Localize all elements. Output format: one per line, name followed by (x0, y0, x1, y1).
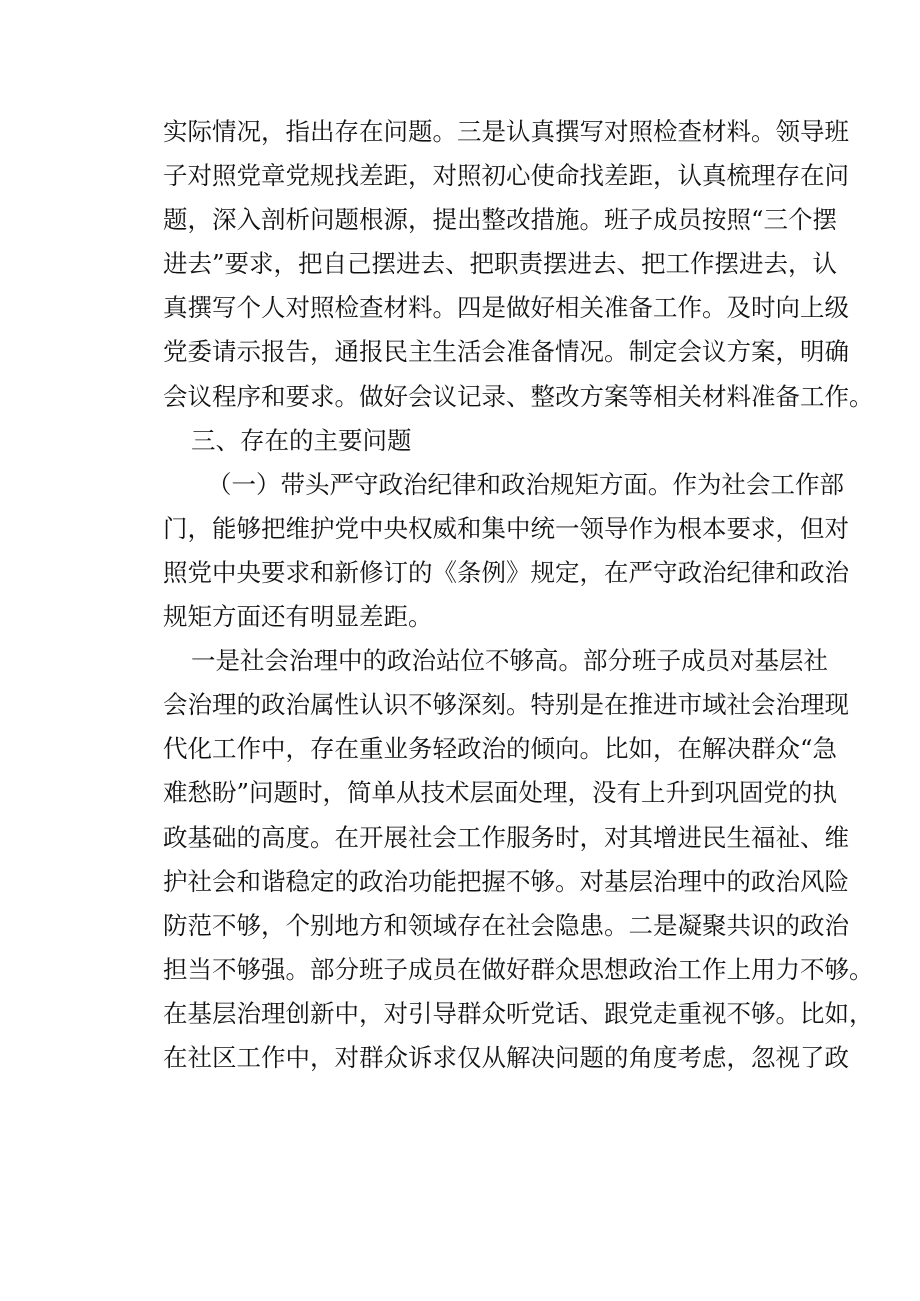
section-heading: 三、存在的主要问题 (191, 425, 412, 455)
text-line: 会议程序和要求。做好会议记录、整改方案等相关材料准备工作。 (163, 381, 874, 411)
text-line: 真撰写个人对照检查材料。四是做好相关准备工作。及时向上级 (163, 293, 849, 323)
text-line: 党委请示报告，通报民主生活会准备情况。制定会议方案，明确 (163, 337, 849, 367)
text-line: 照党中央要求和新修订的《条例》规定，在严守政治纪律和政治 (163, 557, 849, 587)
text-line: 难愁盼”问题时，简单从技术层面处理，没有上升到巩固党的执 (163, 778, 838, 808)
text-line: 实际情况，指出存在问题。三是认真撰写对照检查材料。领导班 (163, 117, 849, 146)
subsection-heading: （一）带头严守政治纪律和政治规矩方面。作为社会工作部 (207, 469, 844, 499)
text-line: 政基础的高度。在开展社会工作服务时，对其增进民生福祉、维 (163, 822, 849, 852)
text-line: 门，能够把维护党中央权威和集中统一领导作为根本要求，但对 (163, 513, 849, 543)
text-line: 会治理的政治属性认识不够深刻。特别是在推进市域社会治理现 (163, 690, 849, 720)
text-line: 护社会和谐稳定的政治功能把握不够。对基层治理中的政治风险 (163, 866, 849, 896)
text-line: 子对照党章党规找差距，对照初心使命找差距，认真梳理存在问 (163, 161, 849, 191)
text-line: 规矩方面还有明显差距。 (163, 602, 433, 632)
text-line: 在基层治理创新中，对引导群众听党话、跟党走重视不够。比如， (163, 998, 874, 1028)
text-line: 进去”要求，把自己摆进去、把职责摆进去、把工作摆进去，认 (163, 249, 838, 279)
document-body (163, 110, 874, 1080)
text-line: 担当不够强。部分班子成员在做好群众思想政治工作上用力不够。 (163, 954, 874, 984)
text-line: 题，深入剖析问题根源，提出整改措施。班子成员按照“三个摆 (163, 205, 838, 235)
text-line: 在社区工作中，对群众诉求仅从解决问题的角度考虑，忽视了政 (163, 1042, 849, 1072)
text-line: 代化工作中，存在重业务轻政治的倾向。比如，在解决群众“急 (163, 734, 838, 764)
text-line: 一是社会治理中的政治站位不够高。部分班子成员对基层社 (191, 646, 828, 676)
text-line: 防范不够，个别地方和领域存在社会隐患。二是凝聚共识的政治 (163, 910, 849, 940)
